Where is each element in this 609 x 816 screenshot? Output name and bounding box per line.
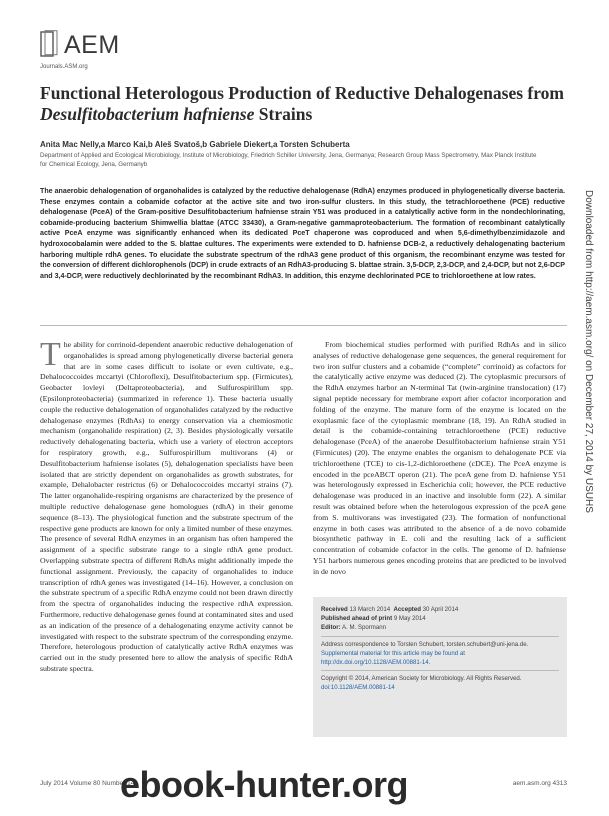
copyright: Copyright © 2014, American Society for Microbiology. All Rights Reserved. xyxy=(321,675,522,683)
download-note[interactable]: Downloaded from http://aem.asm.org/ on December 27, 2014 by USUHS xyxy=(583,190,594,513)
watermark: ebook-hunter.org xyxy=(120,764,408,805)
abstract: The anaerobic dehalogenation of organohalides is catalyzed by the reductive dehalogenase (RdhA) enzymes produced in phylogenetically diverse bacteria. These enzymes contain a cobamide cofactor at the active site and two iron-sulfur clusters. In this study, the tetrachloroethene (PCE) reductive dehalogenase (PceA) of the Gram-positive Desulfitobacterium hafniense strain Y51 was produced in a catalytically active form in the nondechlorinating, cobamide-producing bacterium Shimwellia blattae (ATCC 33430), a Gram-negative gammaproteobacterium. The formation of recombinant catalytically active PceA enzyme was significantly enhanced when its dedicated PceT chaperone was coproduced and when 5,6-dimethylbenzimidazole and hydroxocobalamin were added to the S. blattae cultures. The experiments were extended to D. hafniense DCB-2, a reductively dehalogenating bacterium harboring multiple rdhA genes. To elucidate the substrate spectrum of the rdhA3 gene product of this organism, the recombinant enzyme was tested for the conversion of different dichlorophenols (DCP) in crude extracts of an RdhA3-producing S. blattae strain. 3,5-DCP, 2,3-DCP, and 2,4-DCP, but not 2,6-DCP and 3,4-DCP, were reductively dechlorinated by the recombinant RdhA3. In addition, this enzyme dechlorinated PCE to trichloroethene at low rates. xyxy=(40,187,566,280)
info-divider xyxy=(321,636,559,637)
doi-link[interactable]: doi:10.1128/AEM.00881-14 xyxy=(321,684,395,692)
journal-logo-subtext: Journals.ASM.org xyxy=(40,64,88,70)
article-info-box xyxy=(313,597,567,737)
title-part-2: Strains xyxy=(254,104,313,124)
section-divider xyxy=(40,325,567,326)
intro-paragraph-1: he ability for corrinoid-dependent anaerobic reductive dehalogenation of organohalides is spread among phylogenetically diverse bacterial genera that are in some cases difficult to isolate or even cultivate, e.g., Dehalococcoides mccartyi (Chloroflexi), Desulfitobacterium spp. (Firmicutes), Geobacter lovleyi (Deltaproteobacteria), and Sulfurospirillum spp. (Epsilonproteobacteria) (summarized in reference 1). These bacteria usually couple the reductive dehalogenation of organohalides catalyzed by the reductive dehalogenase enzymes (RdhAs) to energy conservation via a chemiosmotic mechanism (organohalide respiration) (2, 3). Besides physiologically versatile reductively dehalogenating bacteria, which use a variety of electron acceptors for respiratory growth, e.g., Sulfurospirillum multivorans (4) or Desulfitobacterium hafniense isolates (5), dehalogenation specialists have been isolated that are strictly dependent on organohalides as growth substrates, for example, Dehalobacter restrictus (6) or Dehalococcoides mccartyi strains (7). The latter organohalide-respiring organisms are characterized by the presence of multiple reductive dehalogenase gene homologues (rdhA) in their genome sequence (8–13). The physiological function and the substrate spectrum of the respective gene products are known for only a limited number of these enzymes. The presence of several RdhA enzymes in an organism has often hampered the assignment of a specific substrate range to a single rdhA gene product. Overlapping substrate spectra of different RdhAs might additionally impede the functional assignment. Previously, the capacity of organohalides to induce transcription of rdhA genes was investigated (14–16). However, a conclusion on the substrate spectrum of a specific RdhA enzyme could not been drawn directly from the spectra of organohalides inducing the respective rdhA expression. Furthermore, reductive dehalogenase genes found at contaminated sites and used as an indication of the presence of a dehalogenating enzyme activity cannot be investigated with respect to the substrate spectrum of the corresponding enzyme. Therefore, heterologous production of catalytically active RdhA enzymes was carried out in the study presented here to allow the analysis of specific RdhA substrate spectra. xyxy=(40,340,293,673)
title-organism: Desulfitobacterium hafniense xyxy=(40,104,255,124)
editor-row: Editor: A. M. Spormann xyxy=(321,624,387,632)
author-list: Anita Mac Nelly,a Marco Kai,b Aleš Svatoš,b Gabriele Diekert,a Torsten Schuberta xyxy=(40,140,350,149)
intro-paragraph-2: From biochemical studies performed with purified RdhAs and in silico analyses of reductive dehalogenase gene sequences, the general requirement for two iron sulfur clusters and a cobamide (“complete” corrinoid) as cofactors for the catalytically active enzyme was deduced (2). The cytoplasmic precursors of the RdhA enzymes harbor an N-terminal Tat (twin-arginine translocation) (17) signal peptide necessary for membrane export after cofactor incorporation and folding of the enzyme. The mature form of the enzyme is located on the exoplasmic face of the cytoplasmic membrane (18, 19). An RdhA studied in detail is the cobamide-containing tetrachloroethene (PCE) reductive dehalogenase (PceA) of the anaerobe Desulfitobacterium hafniense strain Y51 (Firmicutes) (20). The enzyme enables the organism to dehalogenate PCE via trichloroethene (TCE) to cis-1,2-dichloroethene (cDCE). The PceA enzyme is encoded in the pceABCT operon (21). The pceA gene from D. hafniense Y51 was heterologously expressed in Escherichia coli; however, the PCE reductive dehalogenase was produced in an inactive and insoluble form (22). A similar result was obtained before when the heterologous expression of the pceA gene from S. multivorans was investigated (23). The formation of nonfunctional enzyme in both cases was attributed to the absence of a de novo cobamide biosynthetic pathway in E. coli and the resulting lack of a sufficient concentration of cobamide cofactor in the cells. The genome of D. hafniense Y51 harbors numerous genes encoding proteins that are predicted to be involved in de novo xyxy=(313,340,566,576)
article-title xyxy=(40,83,570,125)
accepted-date: 30 April 2014 xyxy=(422,606,459,613)
published-date: 9 May 2014 xyxy=(393,615,426,623)
download-sidebar xyxy=(583,190,599,610)
body-column-right xyxy=(313,340,566,578)
editor-name: A. M. Spormann xyxy=(342,624,387,632)
title-part-1: Functional Heterologous Production of Reductive Dehalogenases from xyxy=(40,83,565,103)
site-page-number: aem.asm.org 4313 xyxy=(512,780,567,787)
received-date: 13 March 2014 xyxy=(349,606,391,613)
correspondence: Address correspondence to Torsten Schubert, torsten.schubert@uni-jena.de. xyxy=(321,640,529,648)
published-row: Published ahead of print 9 May 2014 xyxy=(321,615,426,623)
dates-row: Received 13 March 2014 Accepted 30 April 2014 xyxy=(321,606,459,613)
affiliations: Department of Applied and Ecological Microbiology, Institute of Microbiology, Friedrich Schiller University, Jena, Germanya; Research Group Mass Spectrometry, Max Planck Institute for Chemical Ecology, Jena, Germanyb xyxy=(40,152,537,168)
supplemental-link[interactable]: Supplemental material for this article may be found at http://dx.doi.org/10.1128/AEM.00881-14. xyxy=(321,649,465,667)
info-divider-2 xyxy=(321,670,559,671)
issue-info: July 2014 Volume 80 Number 14 xyxy=(40,780,135,787)
journal-logo-text: AEM xyxy=(64,31,120,59)
journal-logo xyxy=(40,30,120,74)
aem-logo-icon xyxy=(40,30,58,60)
body-column-left xyxy=(40,336,293,675)
drop-cap: T xyxy=(40,336,61,373)
